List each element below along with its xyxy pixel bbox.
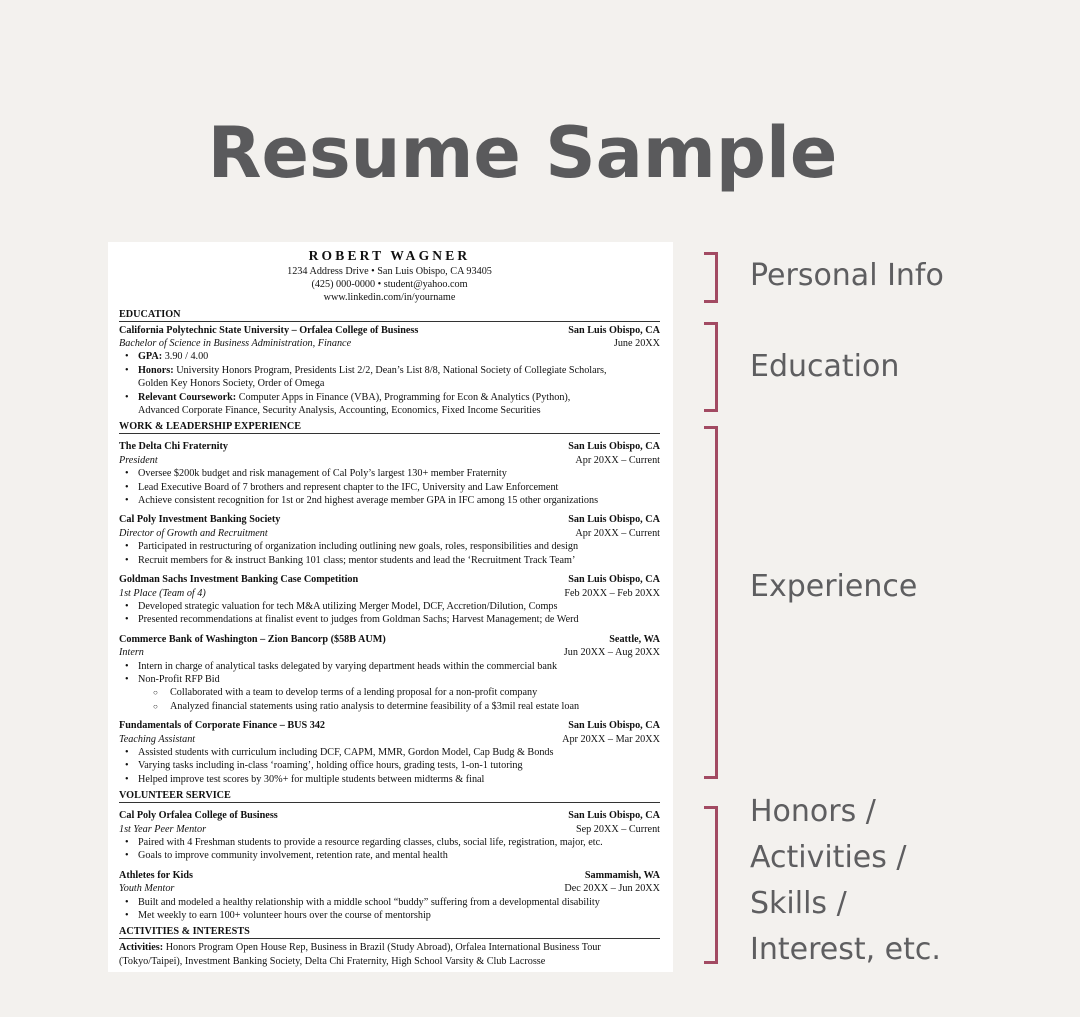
entry-role: Intern	[119, 647, 144, 659]
bullet-item: • Varying tasks including in-class ‘roaming’, holding office hours, grading tests, 1-on-1 tutoring	[138, 759, 660, 772]
entry-role-row	[119, 454, 660, 467]
bullet-list	[119, 746, 660, 786]
entry-header-row	[119, 513, 660, 526]
label-honors-line: Honors /	[750, 794, 876, 829]
bullet-item: • Presented recommendations at finalist event to judges from Goldman Sachs; Harvest Management; de Werd	[138, 613, 660, 626]
bullet-item: • Met weekly to earn 100+ volunteer hours over the course of mentorship	[138, 909, 660, 922]
entry-location: Sammamish, WA	[584, 869, 660, 881]
activities-heading: ACTIVITIES & INTERESTS	[119, 925, 660, 939]
page-title: Resume Sample	[207, 112, 838, 194]
entry-header-row	[119, 809, 660, 822]
organization-name: Cal Poly Orfalea College of Business	[119, 810, 278, 822]
entry-role-row	[119, 587, 660, 600]
bullet-item: • Built and modeled a healthy relationship with a middle school “buddy” suffering from a developmental disability	[138, 896, 660, 909]
entry-header-row	[119, 573, 660, 586]
entry-location: Seattle, WA	[609, 633, 660, 645]
entry-date: Sep 20XX – Current	[575, 823, 660, 835]
resume-name: ROBERT WAGNER	[308, 248, 471, 263]
entry-date: Apr 20XX – Current	[575, 454, 660, 466]
entry-header-row	[119, 633, 660, 646]
school-name: California Polytechnic State University – Orfalea College of Business	[119, 324, 419, 336]
education-heading: EDUCATION	[119, 308, 660, 322]
bullet-list	[119, 540, 660, 567]
label-education: Education	[750, 349, 900, 384]
bullet-item: • Non-Profit RFP Bid	[138, 673, 660, 686]
bullet-item: • Goals to improve community involvement, retention rate, and mental health	[138, 849, 660, 862]
work-entries	[119, 440, 660, 786]
bullet-list	[119, 836, 660, 863]
degree: Bachelor of Science in Business Administration, Finance	[119, 338, 352, 350]
organization-name: Fundamentals of Corporate Finance – BUS 342	[119, 720, 326, 732]
entry-header-row	[119, 440, 660, 453]
bullet-item: • Assisted students with curriculum including DCF, CAPM, MMR, Gordon Model, Cap Budg & Bonds	[138, 746, 660, 759]
label-honors-activities	[750, 789, 941, 973]
experience-entry	[119, 573, 660, 627]
bullet-item: • Achieve consistent recognition for 1st or 2nd highest average member GPA in IFC among 15 other organizations	[138, 494, 660, 507]
bullet-item: • Lead Executive Board of 7 brothers and represent chapter to the IFC, University and Law Enforcement	[138, 481, 660, 494]
label-activities-line: Activities /	[750, 840, 907, 875]
entry-role-row	[119, 823, 660, 836]
activities-text: Activities: Honors Program Open House Rep, Business in Brazil (Study Abroad), Orfalea International Business Tour (Tokyo/Taipei), Investment Banking Society, Delta Chi Fraternity, High School Varsity & Club Lacrosse	[119, 942, 601, 967]
organization-name: Commerce Bank of Washington – Zion Bancorp ($58B AUM)	[119, 633, 386, 645]
entry-role: Youth Mentor	[119, 883, 175, 895]
bullet-item: • Oversee $200k budget and risk management of Cal Poly’s largest 130+ member Fraternity	[138, 467, 660, 480]
entry-role-row	[119, 733, 660, 746]
experience-entry	[119, 633, 660, 713]
resume-linkedin: www.linkedin.com/in/yourname	[323, 292, 456, 304]
resume-document	[108, 242, 673, 972]
entry-location: San Luis Obispo, CA	[568, 574, 660, 586]
organization-name: Cal Poly Investment Banking Society	[119, 514, 281, 526]
education-entry	[119, 324, 660, 418]
entry-date: Apr 20XX – Mar 20XX	[562, 733, 660, 745]
bullet-item: • Paired with 4 Freshman students to provide a resource regarding classes, clubs, social life, registration, major, etc.	[138, 836, 660, 849]
resume-contact: (425) 000-0000 • student@yahoo.com	[311, 279, 468, 291]
entry-role: President	[119, 454, 158, 466]
bullet-item: • Participated in restructuring of organization including outlining new goals, roles, responsibilities and design	[138, 540, 660, 553]
school-location: San Luis Obispo, CA	[568, 324, 660, 336]
sub-bullet-item: ○ Collaborated with a team to develop terms of a lending proposal for a non-profit company	[170, 686, 660, 699]
entry-location: San Luis Obispo, CA	[568, 720, 660, 732]
bullet-item: • Helped improve test scores by 30%+ for multiple students between midterms & final	[138, 773, 660, 786]
work-heading: WORK & LEADERSHIP EXPERIENCE	[119, 420, 660, 434]
resume-address: 1234 Address Drive • San Luis Obispo, CA 93405	[287, 266, 492, 277]
experience-entry	[119, 719, 660, 786]
organization-name: Athletes for Kids	[119, 869, 193, 881]
entry-role-row	[119, 646, 660, 659]
graduation-date: June 20XX	[613, 338, 660, 350]
organization-name: Goldman Sachs Investment Banking Case Competition	[119, 574, 359, 586]
bullet-item: • Recruit members for & instruct Banking 101 class; mentor students and lead the ‘Recruitment Track Team’	[138, 554, 660, 567]
bullet-list	[119, 896, 660, 923]
label-interest-line: Interest, etc.	[750, 932, 941, 967]
experience-entry	[119, 440, 660, 507]
bullet-list	[119, 600, 660, 627]
entry-date: Dec 20XX – Jun 20XX	[564, 883, 660, 895]
entry-role: Teaching Assistant	[119, 733, 196, 745]
volunteer-entries	[119, 809, 660, 922]
entry-date: Jun 20XX – Aug 20XX	[563, 647, 660, 659]
honors-item: • Honors: University Honors Program, Presidents List 2/2, Dean’s List 8/8, National Society of Collegiate Scholars, Golden Key Honors Society, Order of Omega	[138, 364, 660, 391]
sub-bullet-item: ○ Analyzed financial statements using ratio analysis to determine feasibility of a $3mil real estate loan	[170, 700, 660, 713]
resume-body	[119, 247, 660, 968]
label-skills-line: Skills /	[750, 886, 847, 921]
personal-info-bracket	[704, 252, 718, 303]
bullet-list	[119, 660, 660, 687]
experience-entry	[119, 869, 660, 923]
entry-role-row	[119, 527, 660, 540]
entry-role: 1st Place (Team of 4)	[119, 587, 206, 599]
entry-location: San Luis Obispo, CA	[568, 514, 660, 526]
entry-role: 1st Year Peer Mentor	[119, 823, 207, 835]
experience-entry	[119, 809, 660, 863]
honors-bracket	[704, 806, 718, 964]
entry-date: Feb 20XX – Feb 20XX	[564, 587, 660, 599]
entry-header-row	[119, 719, 660, 732]
entry-date: Apr 20XX – Current	[575, 527, 660, 539]
label-experience: Experience	[750, 569, 918, 604]
bullet-item: • Intern in charge of analytical tasks delegated by varying department heads within the commercial bank	[138, 660, 660, 673]
bullet-list	[119, 467, 660, 507]
sub-bullet-list	[119, 686, 660, 713]
organization-name: The Delta Chi Fraternity	[119, 441, 228, 453]
entry-location: San Luis Obispo, CA	[568, 810, 660, 822]
experience-entry	[119, 513, 660, 567]
experience-bracket	[704, 426, 718, 779]
volunteer-heading: VOLUNTEER SERVICE	[119, 789, 660, 803]
education-bracket	[704, 322, 718, 412]
entry-role-row	[119, 882, 660, 895]
entry-header-row	[119, 869, 660, 882]
bullet-item: • Developed strategic valuation for tech M&A utilizing Merger Model, DCF, Accretion/Dilution, Comps	[138, 600, 660, 613]
label-personal-info: Personal Info	[750, 258, 944, 293]
entry-location: San Luis Obispo, CA	[568, 441, 660, 453]
gpa-item: • GPA: 3.90 / 4.00	[138, 350, 660, 363]
entry-role: Director of Growth and Recruitment	[119, 527, 268, 539]
coursework-item: • Relevant Coursework: Computer Apps in Finance (VBA), Programming for Econ & Analytics (Python), Advanced Corporate Finance, Security Analysis, Accounting, Economics, Fixed Income Securities	[138, 391, 660, 418]
